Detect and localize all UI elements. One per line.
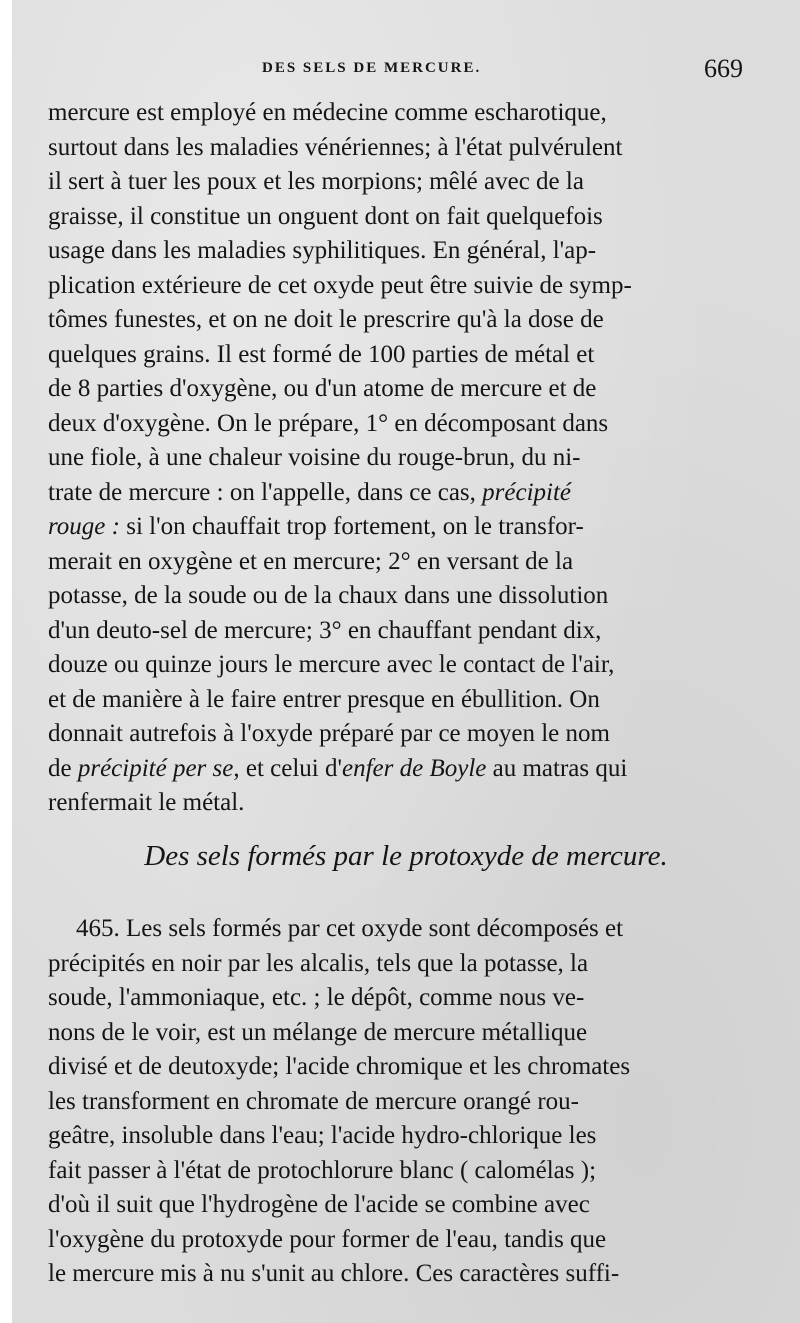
text-line: il sert à tuer les poux et les morpions; mêlé avec de la (48, 168, 584, 195)
text-run: , et celui d' (233, 754, 343, 782)
text-line: donnait autrefois à l'oxyde préparé par ce moyen le nom (48, 720, 610, 747)
page-header (12, 54, 800, 90)
text-run: si l'on chauffait trop fortement, on le transfor- (119, 513, 584, 540)
italic-term: rouge : (48, 513, 120, 540)
text-line: graisse, il constitue un onguent dont on fait quelquefois (48, 202, 603, 230)
text-line: de 8 parties d'oxygène, ou d'un atome de mercure et de (48, 375, 597, 402)
text-line: 465. Les sels formés par cet oxyde sont décomposés et (76, 915, 624, 942)
text-line: surtout dans les maladies vénériennes; à l'état pulvérulent (48, 133, 623, 161)
paragraph-465 (48, 912, 778, 1292)
text-line: divisé et de deutoxyde; l'acide chromique et les chromates (48, 1053, 631, 1080)
text-run: trate de mercure : on l'appelle, dans ce cas, (48, 478, 483, 506)
text-line: douze ou quinze jours le mercure avec le contact de l'air, (48, 651, 615, 678)
text-line: mercure est employé en médecine comme escharotique, (48, 99, 607, 126)
text-line: tômes funestes, et on ne doit le prescrire qu'à la dose de (48, 306, 604, 333)
text-line (48, 476, 778, 511)
text-line: quelques grains. Il est formé de 100 parties de métal et (48, 340, 595, 368)
text-line: nons de le voir, est un mélange de mercure métallique (48, 1018, 588, 1046)
italic-term: précipité per se (77, 754, 234, 782)
text-line: geâtre, insoluble dans l'eau; l'acide hydro-chlorique les (48, 1122, 597, 1149)
text-line: usage dans les maladies syphilitiques. En général, l'ap- (48, 237, 597, 264)
page-number: 669 (704, 54, 743, 83)
text-line: deux d'oxygène. On le prépare, 1° en décomposant dans (48, 409, 609, 437)
text-run: de (48, 754, 78, 782)
text-line: plication extérieure de cet oxyde peut être suivie de symp- (48, 271, 632, 299)
book-page (12, 0, 800, 1323)
text-line: le mercure mis à nu s'unit au chlore. Ces caractères suffi- (48, 1260, 620, 1287)
italic-term: précipité (482, 478, 572, 506)
italic-term: enfer de Boyle (342, 754, 487, 782)
text-line: soude, l'ammoniaque, etc. ; le dépôt, comme nous ve- (48, 984, 585, 1011)
text-line: les transforment en chromate de mercure orangé rou- (48, 1087, 580, 1115)
text-run: au matras qui (486, 754, 628, 782)
running-title: DES SELS DE MERCURE. (262, 60, 482, 76)
text-line: fait passer à l'état de protochlorure blanc ( calomélas ); (48, 1156, 597, 1184)
text-line (48, 752, 778, 787)
text-line: précipités en noir par les alcalis, tels que la potasse, la (48, 949, 589, 977)
text-line: d'où il suit que l'hydrogène de l'acide se combine avec (48, 1191, 590, 1218)
text-line (48, 510, 778, 545)
text-line: d'un deuto-sel de mercure; 3° en chauffant pendant dix, (48, 616, 602, 644)
text-line: renfermait le métal. (48, 789, 245, 816)
text-line: l'oxygène du protoxyde pour former de l'eau, tandis que (48, 1225, 607, 1253)
text-line: et de manière à le faire entrer presque en ébullition. On (48, 685, 600, 713)
section-heading: Des sels formés par le protoxyde de mercure. (144, 840, 668, 872)
text-line: merait en oxygène et en mercure; 2° en versant de la (48, 547, 574, 575)
text-line: potasse, de la soude ou de la chaux dans une dissolution (48, 582, 609, 609)
text-line: une fiole, à une chaleur voisine du rouge-brun, du ni- (48, 444, 581, 471)
paragraph-oxyde-rouge (48, 96, 778, 821)
